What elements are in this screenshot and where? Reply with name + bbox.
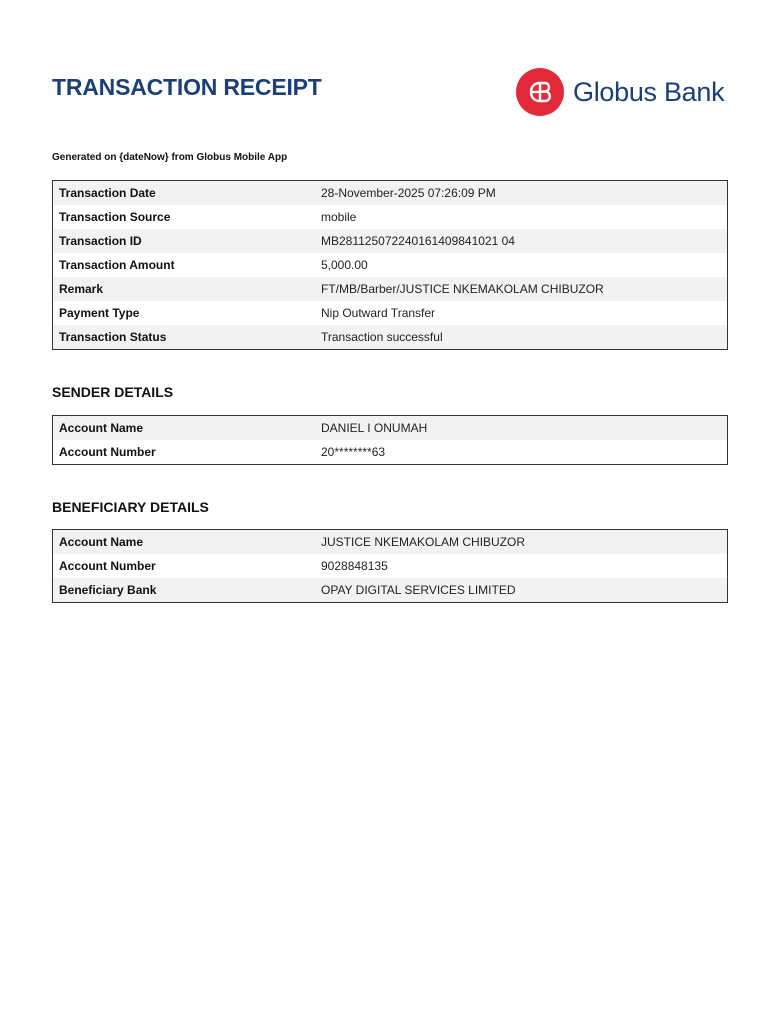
row-value: Transaction successful [315, 325, 728, 350]
row-value: 9028848135 [315, 554, 728, 578]
table-row [53, 416, 728, 441]
row-value: Nip Outward Transfer [315, 301, 728, 325]
table-row [53, 554, 728, 578]
row-value: 28-November-2025 07:26:09 PM [315, 181, 728, 206]
table-row [53, 253, 728, 277]
row-label: Account Name [53, 416, 316, 441]
table-row [53, 181, 728, 206]
row-value: 5,000.00 [315, 253, 728, 277]
row-value: JUSTICE NKEMAKOLAM CHIBUZOR [315, 530, 728, 555]
sender-details-heading: SENDER DETAILS [52, 384, 174, 400]
transaction-details-table [52, 180, 728, 350]
row-label: Account Number [53, 554, 316, 578]
table-row [53, 301, 728, 325]
row-label: Transaction Status [53, 325, 316, 350]
row-label: Transaction Source [53, 205, 316, 229]
row-label: Transaction ID [53, 229, 316, 253]
row-value: OPAY DIGITAL SERVICES LIMITED [315, 578, 728, 603]
table-row [53, 578, 728, 603]
bank-logo [516, 68, 724, 116]
globus-bank-logo-icon [516, 68, 564, 116]
table-row [53, 229, 728, 253]
beneficiary-details-heading: BENEFICIARY DETAILS [52, 499, 209, 515]
row-value: 20********63 [315, 440, 728, 465]
generated-note: Generated on {dateNow} from Globus Mobile App [52, 152, 288, 163]
table-row [53, 440, 728, 465]
page-title: TRANSACTION RECEIPT [52, 74, 322, 100]
row-label: Account Number [53, 440, 316, 465]
sender-details-table [52, 415, 728, 465]
row-value: MB281125072240161409841021 04 [315, 229, 728, 253]
row-label: Transaction Date [53, 181, 316, 206]
row-label: Remark [53, 277, 316, 301]
row-label: Payment Type [53, 301, 316, 325]
row-value: mobile [315, 205, 728, 229]
row-label: Beneficiary Bank [53, 578, 316, 603]
table-row [53, 205, 728, 229]
table-row [53, 325, 728, 350]
table-row [53, 277, 728, 301]
beneficiary-details-table [52, 529, 728, 603]
row-label: Account Name [53, 530, 316, 555]
row-label: Transaction Amount [53, 253, 316, 277]
brand-name: Globus Bank [573, 76, 725, 107]
row-value: DANIEL I ONUMAH [315, 416, 728, 441]
row-value: FT/MB/Barber/JUSTICE NKEMAKOLAM CHIBUZOR [315, 277, 728, 301]
table-row [53, 530, 728, 555]
